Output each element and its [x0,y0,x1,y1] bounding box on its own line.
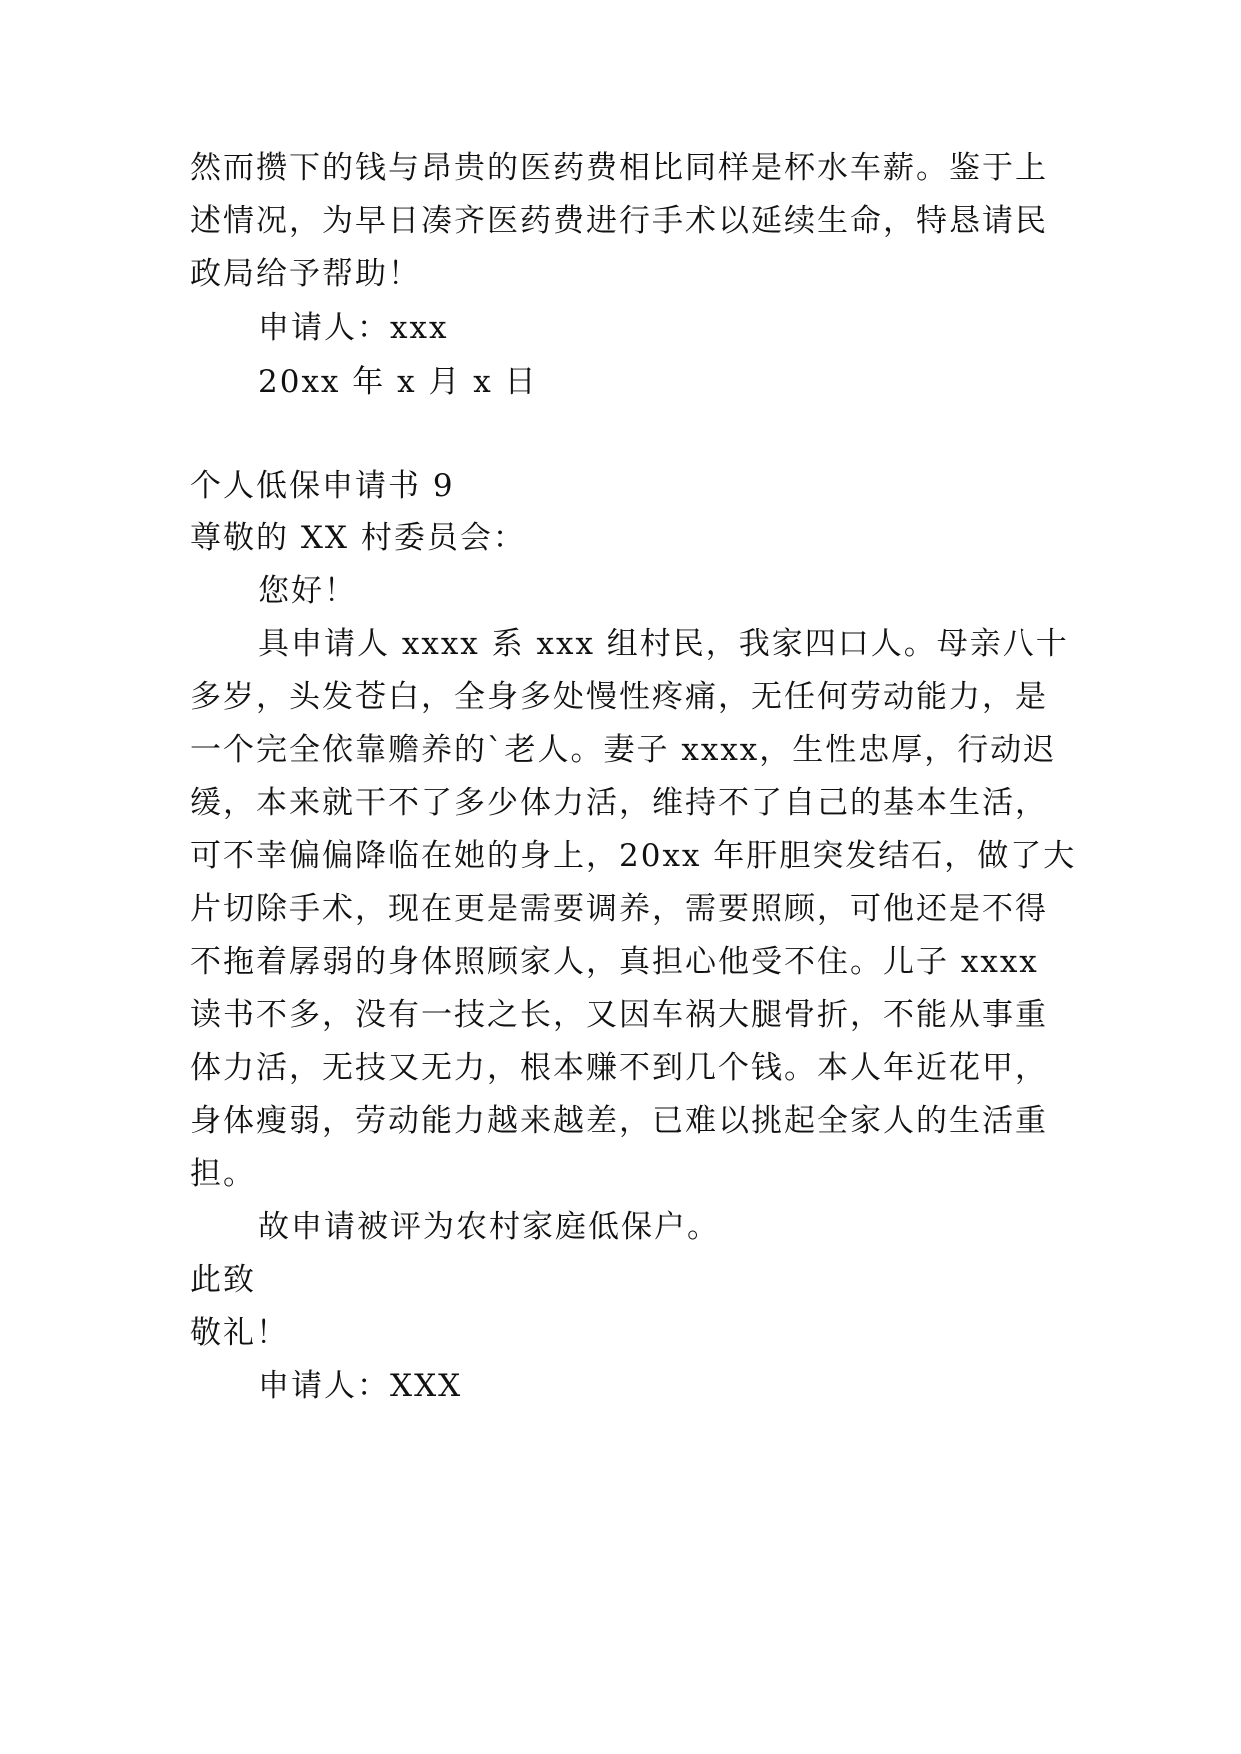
closing-jing-li: 敬礼！ [190,1315,289,1351]
prev-date: 20xx 年 x 月 x 日 [258,364,538,400]
applicant-signature: 申请人：XXX [258,1368,463,1404]
body-line-7: 不拖着孱弱的身体照顾家人，真担心他受不住。儿子 xxxx [190,944,1039,980]
greeting: 您好！ [258,573,357,609]
prev-body-line-1: 然而攒下的钱与昂贵的医药费相比同样是杯水车薪。鉴于上 [190,150,1048,186]
body-line-4: 缓，本来就干不了多少体力活，维持不了自己的基本生活， [190,785,1048,821]
closing-ci-zhi: 此致 [190,1262,256,1298]
request-line: 故申请被评为农村家庭低保户。 [258,1209,720,1245]
salutation: 尊敬的 XX 村委员会： [190,520,526,556]
body-line-6: 片切除手术，现在更是需要调养，需要照顾，可他还是不得 [190,891,1048,927]
prev-body-line-3: 政局给予帮助！ [190,256,421,292]
body-line-2: 多岁，头发苍白，全身多处慢性疼痛，无任何劳动能力，是 [190,679,1048,715]
body-line-11: 担。 [190,1156,256,1192]
body-line-9: 体力活，无技又无力，根本赚不到几个钱。本人年近花甲， [190,1050,1048,1086]
prev-applicant: 申请人：xxx [258,310,449,346]
letter-title: 个人低保申请书 9 [190,468,455,504]
body-line-5: 可不幸偏偏降临在她的身上，20xx 年肝胆突发结石，做了大 [190,838,1077,874]
body-line-1: 具申请人 xxxx 系 xxx 组村民，我家四口人。母亲八十 [258,626,1069,662]
prev-body-line-2: 述情况，为早日凑齐医药费进行手术以延续生命，特恳请民 [190,203,1048,239]
body-line-10: 身体瘦弱，劳动能力越来越差，已难以挑起全家人的生活重 [190,1103,1048,1139]
body-line-8: 读书不多，没有一技之长，又因车祸大腿骨折，不能从事重 [190,997,1048,1033]
body-line-3: 一个完全依靠赡养的`老人。妻子 xxxx，生性忠厚，行动迟 [190,732,1057,768]
